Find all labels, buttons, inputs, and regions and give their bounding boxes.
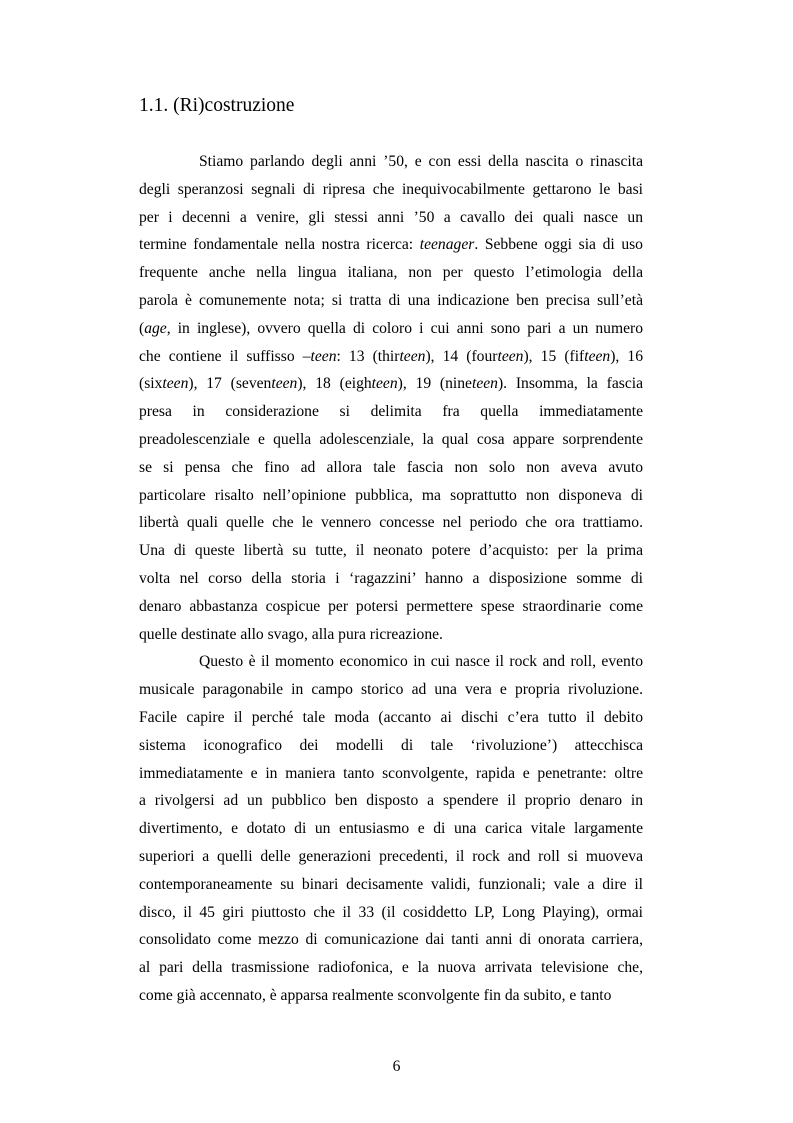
text-line [139,454,643,482]
text-span: ( [139,319,145,337]
text-span: libertà quali quelle che le vennero concesse nel periodo che ora trattiamo. [139,514,643,532]
text-span: al pari della trasmissione radiofonica, e la nuova arrivata televisione che, [139,959,643,977]
text-line [139,648,643,676]
text-line [139,259,643,287]
text-span: ), 16 [610,347,644,365]
text-span: frequente anche nella lingua italiana, non per questo l’etimologia della [139,264,643,282]
text-span: presa in considerazione si delimita fra quella immediatamente [139,403,643,421]
section-heading: 1.1. (Ri)costruzione [139,95,295,116]
body-text [139,148,643,1010]
text-line [139,482,643,510]
text-span: per i decenni a venire, gli stessi anni ’50 a cavallo dei quali nasce un [139,208,643,226]
text-line [139,315,643,343]
text-line [139,509,643,537]
text-span: . Sebbene oggi sia di uso [474,236,643,254]
text-line [139,148,643,176]
text-span: musicale paragonabile in campo storico ad una vera e propria rivoluzione. [139,681,643,699]
text-span: Questo è il momento economico in cui nasce il rock and roll, evento [199,653,643,671]
italic-text: teen [497,347,524,365]
text-line [139,704,643,732]
text-span: ), 19 (nine [397,375,472,393]
text-span: ). Insomma, la fascia [497,375,643,393]
text-span: , in inglese), ovvero quella di coloro i cui anni sono pari a un numero [166,319,643,337]
italic-text: teen [399,347,426,365]
text-span: denaro abbastanza cospicue per potersi permettere spese straordinarie come [139,597,643,615]
text-line [139,565,643,593]
text-span: se si pensa che fino ad allora tale fascia non solo non aveva avuto [139,458,643,476]
text-line [139,176,643,204]
italic-text: teen [310,347,337,365]
italic-text: teen [271,375,298,393]
text-line [139,926,643,954]
text-span: parola è comunemente nota; si tratta di una indicazione ben precisa sull’età [139,291,643,309]
text-line [139,287,643,315]
italic-text: teen [584,347,611,365]
text-span: ), 14 (four [425,347,498,365]
text-line [139,676,643,704]
text-span: preadolescenziale e quella adolescenziale, la qual cosa appare sorprendente [139,430,643,448]
text-span: disco, il 45 giri piuttosto che il 33 (il cosiddetto LP, Long Playing), ormai [139,903,643,921]
text-line [139,899,643,927]
text-line [139,398,643,426]
text-span: termine fondamentale nella nostra ricerca: [139,236,420,254]
text-line [139,231,643,259]
text-span: Facile capire il perché tale moda (accanto ai dischi c’era tutto il debito [139,708,643,726]
text-line [139,621,643,649]
italic-text: teen [162,375,189,393]
text-span: sistema iconografico dei modelli di tale ‘rivoluzione’) attecchisca [139,736,643,754]
text-span: degli speranzosi segnali di ripresa che inequivocabilmente gettarono le basi [139,180,643,198]
text-line [139,732,643,760]
text-line [139,343,643,371]
text-line [139,593,643,621]
text-span: come già accennato, è apparsa realmente sconvolgente fin da subito, e tanto [139,986,612,1004]
text-line [139,787,643,815]
text-line [139,871,643,899]
text-span: quelle destinate allo svago, alla pura ricreazione. [139,625,443,643]
text-line [139,760,643,788]
text-span: volta nel corso della storia i ‘ragazzini’ hanno a disposizione somme di [139,569,643,587]
text-line [139,982,643,1010]
text-span: ), 18 (eigh [297,375,372,393]
text-span: particolare risalto nell’opinione pubblica, ma soprattutto non disponeva di [139,486,643,504]
text-span: consolidato come mezzo di comunicazione dai tanti anni di onorata carriera, [139,931,643,949]
text-span: ), 17 (seven [188,375,272,393]
italic-text: teen [471,375,498,393]
text-span: Una di queste libertà su tutte, il neonato potere d’acquisto: per la prima [139,542,643,560]
italic-text: teenager [419,236,475,254]
text-line [139,370,643,398]
text-line [139,537,643,565]
text-span: superiori a quelli delle generazioni precedenti, il rock and roll si muoveva [139,847,643,865]
italic-text: age [144,319,167,337]
paragraph [139,148,643,648]
text-line [139,204,643,232]
text-span: : 13 (thir [336,347,400,365]
text-span: Stiamo parlando degli anni ’50, e con essi della nascita o rinascita [199,153,643,170]
page-number: 6 [392,1058,401,1075]
text-span: che contiene il suffisso – [139,347,311,365]
text-span: a rivolgersi ad un pubblico ben disposto a spendere il proprio denaro in [139,792,643,810]
text-span: ), 15 (fif [523,347,585,365]
text-span: divertimento, e dotato di un entusiasmo e di una carica vitale largamente [139,820,643,838]
text-line [139,843,643,871]
text-span: (six [139,375,163,393]
text-line [139,426,643,454]
text-span: immediatamente e in maniera tanto sconvolgente, rapida e penetrante: oltre [139,764,643,782]
text-span: contemporaneamente su binari decisamente validi, funzionali; vale a dire il [139,875,643,893]
text-line [139,954,643,982]
paragraph [139,648,643,1009]
text-line [139,815,643,843]
italic-text: teen [371,375,398,393]
